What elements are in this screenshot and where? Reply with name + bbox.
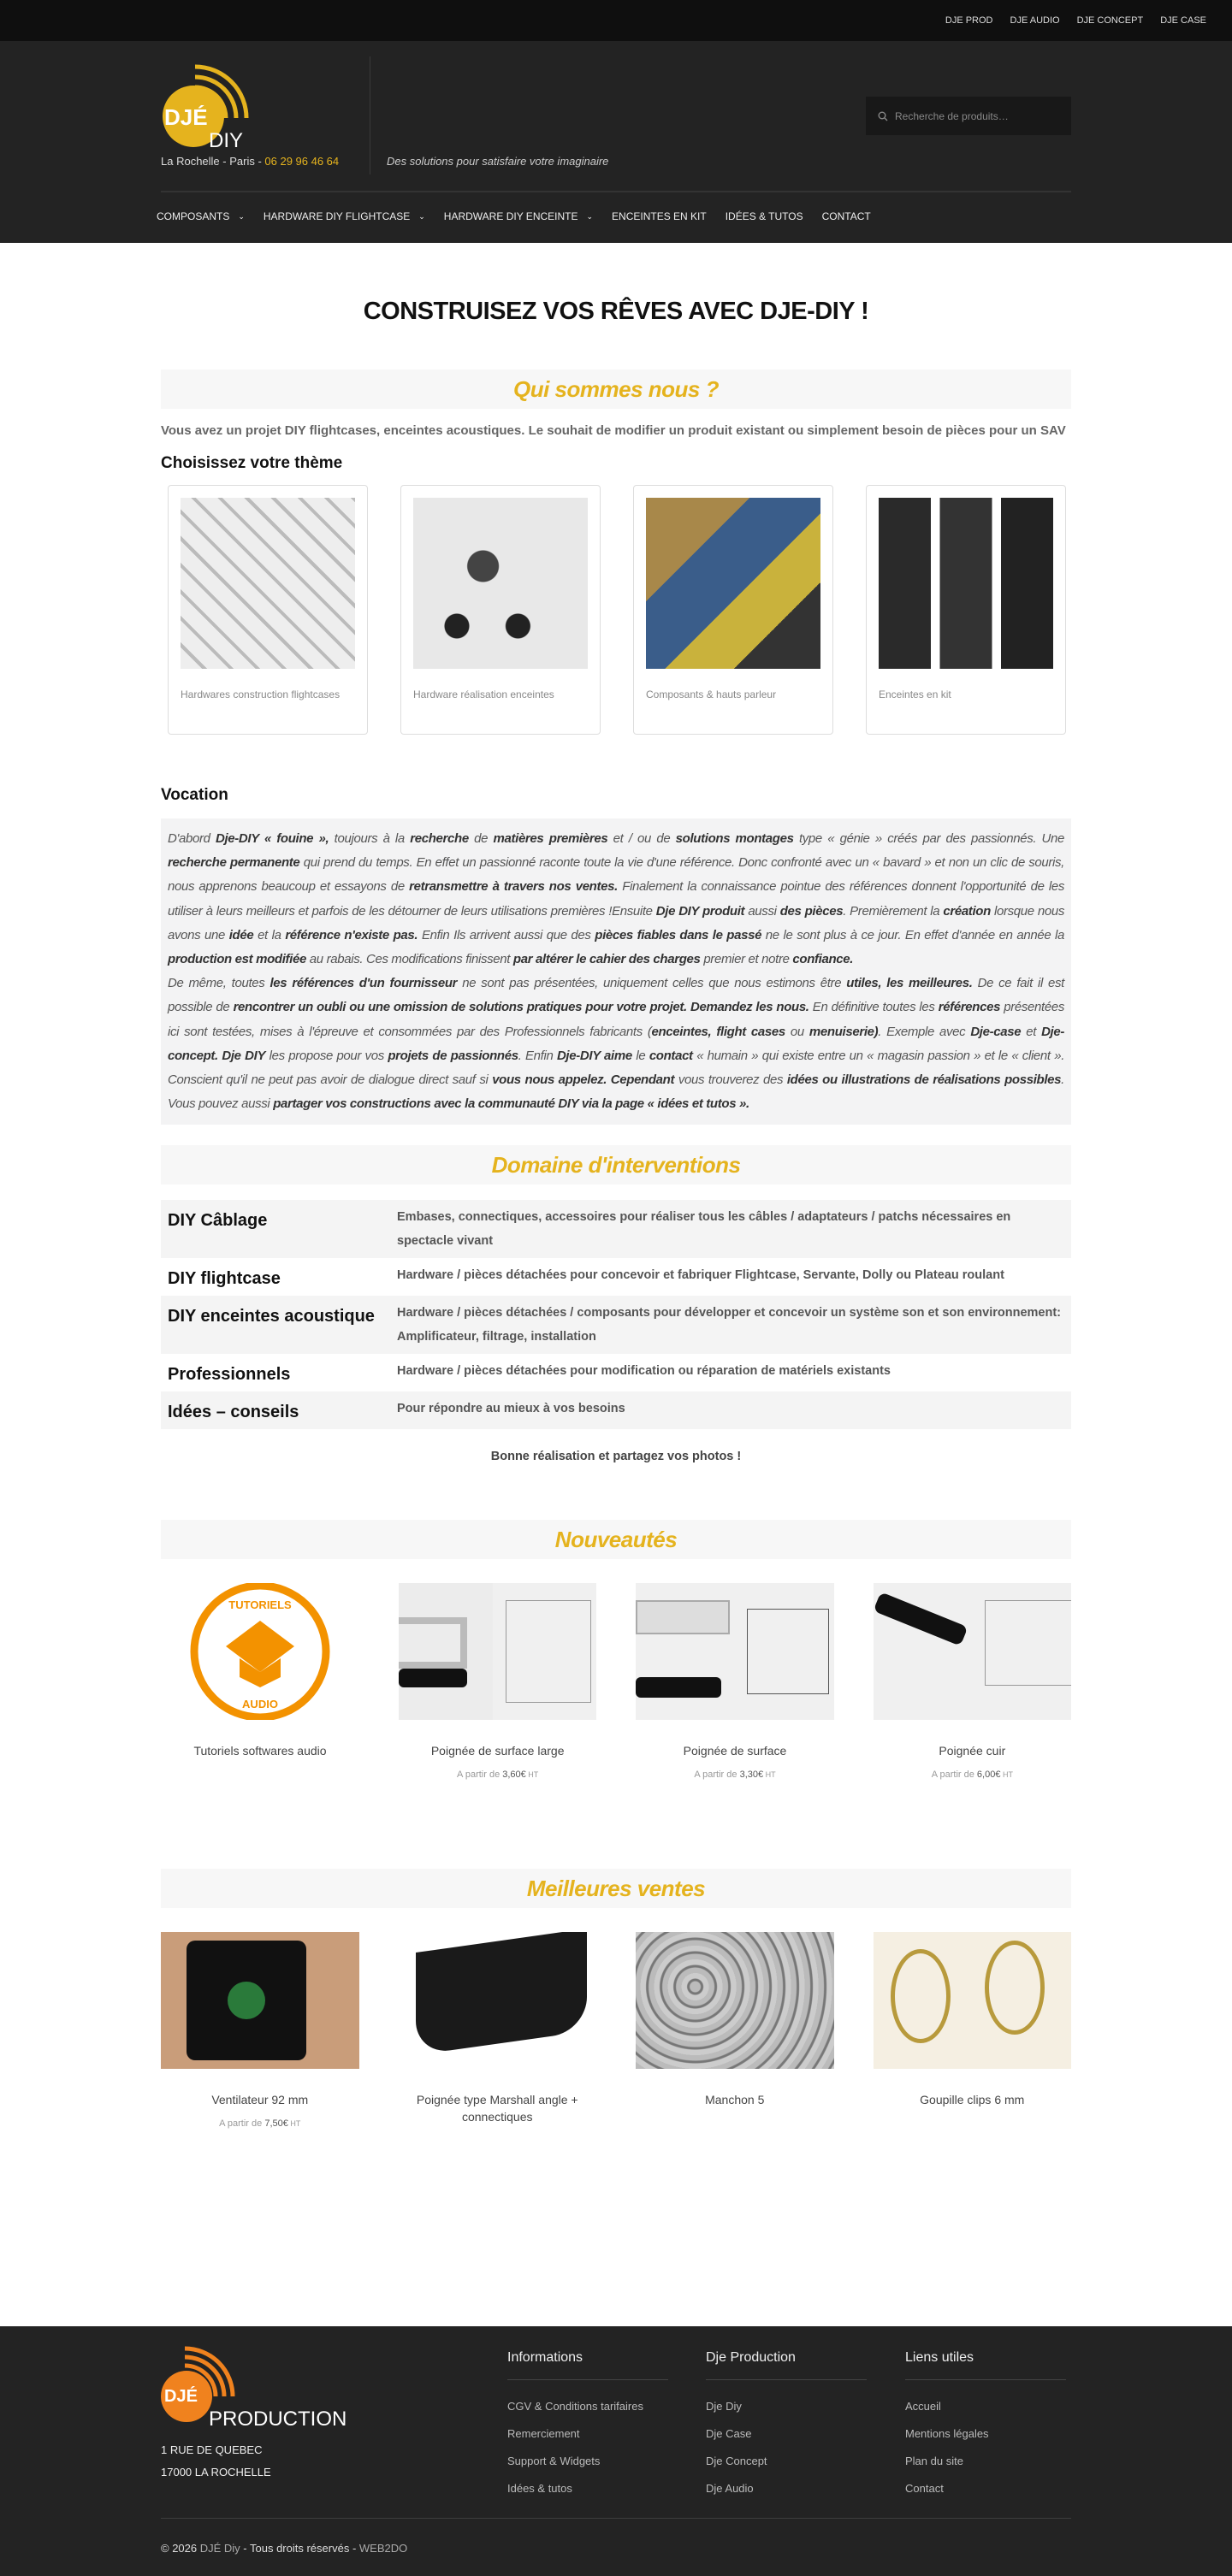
chevron-down-icon: ⌄: [238, 211, 245, 221]
text: et: [1021, 1024, 1042, 1039]
main-nav: [157, 210, 871, 222]
domain-name: Idées – conseils: [168, 1403, 299, 1422]
about-heading: Qui sommes nous ?: [161, 369, 1071, 409]
emphasis: utiles, les meilleures.: [846, 976, 973, 991]
domain-heading: Domaine d'interventions: [161, 1145, 1071, 1185]
footer-link[interactable]: Idées & tutos: [507, 2482, 572, 2495]
footer-link[interactable]: Accueil: [905, 2400, 941, 2413]
vocation-heading: Vocation: [161, 786, 228, 804]
theme-card[interactable]: [400, 485, 601, 735]
emphasis: production est modifiée: [168, 952, 306, 967]
product-card[interactable]: [161, 1932, 359, 2129]
footer-link[interactable]: CGV & Conditions tarifaires: [507, 2400, 643, 2413]
price-prefix: A partir de: [694, 1770, 740, 1781]
product-card[interactable]: [161, 1583, 359, 1780]
product-name[interactable]: Poignée type Marshall angle + connectiques: [416, 2093, 578, 2124]
nav-hardware-enceinte[interactable]: [444, 210, 593, 222]
domain-desc: Hardware / pièces détachées pour modification ou réparation de matériels existants: [397, 1364, 891, 1379]
theme-image: [413, 498, 588, 669]
emphasis: recherche permanente: [168, 855, 300, 871]
domain-row: [161, 1296, 1071, 1354]
footer-address: [161, 2439, 271, 2484]
tutorial-badge-icon: [161, 1583, 359, 1720]
text: ne le sont plus à ce jour. En effet d'année en année la: [761, 927, 1065, 942]
emphasis: par altérer le cahier des charges: [512, 952, 701, 967]
product-image[interactable]: [874, 1583, 1071, 1720]
top-link-dje-prod[interactable]: DJE PROD: [945, 15, 993, 26]
product-price: [636, 1770, 833, 1780]
product-card[interactable]: [874, 1932, 1072, 2129]
product-card[interactable]: [399, 1932, 597, 2129]
text: et la: [253, 927, 286, 942]
text: aussi: [744, 903, 780, 919]
text: En définitive toutes les: [808, 1000, 939, 1015]
emphasis: Dje-case: [970, 1024, 1022, 1039]
text: le: [631, 1048, 649, 1063]
emphasis: Dje-concept. Dje DIY: [168, 1024, 1065, 1063]
theme-image: [646, 498, 820, 669]
new-products: [161, 1583, 1071, 1780]
footer-link[interactable]: Contact: [905, 2482, 944, 2495]
product-card[interactable]: [636, 1583, 833, 1780]
footer-column-title: Liens utiles: [905, 2350, 1066, 2380]
text: « humain » qui existe entre un « magasin passion » et le « client ». Conscient qu'il ne peut pas avoir de dialogue direct sauf si: [168, 1048, 1065, 1088]
text: premier et notre: [700, 952, 793, 967]
svg-text:PRODUCTION: PRODUCTION: [209, 2408, 347, 2429]
theme-caption: Hardwares construction flightcases: [181, 688, 341, 700]
product-name[interactable]: Goupille clips 6 mm: [920, 2093, 1025, 2107]
emphasis: références: [938, 1000, 1001, 1015]
emphasis: recherche: [410, 831, 469, 846]
emphasis: contact: [649, 1048, 693, 1063]
top-link-dje-case[interactable]: DJE CASE: [1160, 15, 1206, 26]
emphasis: Dje-DIY aime: [556, 1048, 632, 1063]
nav-enceintes-kit[interactable]: ENCEINTES EN KIT: [612, 210, 707, 222]
address-line: 1 RUE DE QUEBEC: [161, 2443, 263, 2456]
theme-card[interactable]: [866, 485, 1066, 735]
text: Enfin Ils arrivent aussi que des: [418, 927, 595, 942]
closing-text: Bonne réalisation et partagez vos photos !: [490, 1450, 742, 1464]
product-image[interactable]: [636, 1932, 834, 2069]
emphasis: référence n'existe pas.: [285, 927, 418, 942]
text: lorsque nous avons une: [168, 903, 1065, 942]
page-title: CONSTRUISEZ VOS RÊVES AVEC DJE-DIY !: [363, 298, 869, 325]
domain-name: DIY enceintes acoustique: [168, 1307, 375, 1326]
svg-text:DJÉ: DJÉ: [164, 104, 208, 130]
emphasis: projets de passionnés: [388, 1048, 518, 1063]
best-heading: Meilleures ventes: [161, 1869, 1071, 1908]
theme-cards: [161, 485, 1071, 735]
product-price: [874, 1770, 1071, 1780]
price-unit: HT: [763, 1770, 776, 1780]
text: . Premièrement la: [843, 903, 944, 919]
emphasis: Dje DIY produit: [655, 903, 745, 919]
text: Finalement la connaissance pointue des références donnent l'opportunité de les utiliser à leurs meilleurs et parfois de les détourner de leurs utilisations premières !Ensuite: [168, 879, 1065, 919]
text: De ce fait il est possible de: [168, 976, 1064, 1015]
text: et / ou de: [607, 831, 676, 846]
text: de: [468, 831, 494, 846]
vocation-text: [161, 818, 1071, 1125]
product-name[interactable]: Poignée de surface: [683, 1744, 787, 1758]
price-unit: HT: [1000, 1770, 1013, 1780]
price-value: 7,50€: [264, 2118, 288, 2130]
theme-caption: Hardware réalisation enceintes: [413, 688, 554, 700]
price-value: 6,00€: [976, 1770, 1001, 1781]
domain-row: [161, 1258, 1071, 1296]
theme-image: [879, 498, 1053, 669]
emphasis: confiance.: [792, 952, 854, 967]
main-content: [161, 298, 1071, 2129]
text: type « génie » créés par des passionnés. Une: [793, 831, 1064, 846]
text: les propose pour vos: [265, 1048, 388, 1063]
domain-desc: Pour répondre au mieux à vos besoins: [397, 1402, 625, 1416]
text: présentées ici sont testées, mises à l'épreuve et consommées par des Professionnels fabricants (: [168, 1000, 1064, 1039]
domain-name: DIY flightcase: [168, 1269, 281, 1289]
badge-bottom-text: AUDIO: [242, 1698, 278, 1711]
emphasis: Dje-DIY « fouine »,: [215, 831, 329, 846]
credit-link[interactable]: WEB2DO: [358, 2542, 408, 2555]
top-link-dje-concept[interactable]: DJE CONCEPT: [1076, 15, 1144, 26]
text: ou: [785, 1024, 809, 1039]
rights-text: - Tous droits réservés -: [240, 2542, 359, 2555]
nav-contact[interactable]: CONTACT: [821, 210, 871, 222]
price-value: 3,30€: [739, 1770, 764, 1781]
about-text: Vous avez un projet DIY flightcases, enceintes acoustiques. Le souhait de modifier un produit existant ou simplement besoin de pièces pour un SAV: [161, 423, 1066, 438]
footer-column-title: Dje Production: [706, 2350, 867, 2380]
domain-desc: Hardware / pièces détachées / composants pour développer et concevoir un système son et son environnement: Amplificateur, filtrage, installation: [397, 1306, 1061, 1344]
domain-row: [161, 1391, 1071, 1429]
chevron-down-icon: ⌄: [418, 211, 425, 221]
theme-caption: Composants & hauts parleur: [646, 688, 777, 700]
search-input[interactable]: [895, 110, 1057, 122]
footer-link[interactable]: Remerciement: [507, 2427, 580, 2440]
text: vous trouverez des: [674, 1072, 787, 1088]
footer-link[interactable]: Plan du site: [905, 2455, 963, 2467]
emphasis: pièces fiables dans le passé: [595, 927, 762, 942]
emphasis: retransmettre à travers nos ventes.: [409, 879, 618, 895]
product-name[interactable]: Manchon 5: [705, 2093, 765, 2107]
emphasis: création: [943, 903, 991, 919]
emphasis: vous nous appelez. Cependant: [492, 1072, 675, 1088]
product-search[interactable]: [866, 97, 1071, 135]
footer-link[interactable]: Dje Case: [706, 2427, 752, 2440]
footer-column: [507, 2350, 668, 2496]
text: . Enfin: [518, 1048, 557, 1063]
product-card[interactable]: [874, 1583, 1071, 1780]
product-card[interactable]: [636, 1932, 834, 2129]
footer-logo[interactable]: [161, 2343, 358, 2429]
text: De même, toutes: [168, 976, 270, 991]
domain-row: [161, 1200, 1071, 1258]
domain-row: [161, 1354, 1071, 1391]
header-rule: [161, 191, 1071, 192]
footer-column: [706, 2350, 867, 2496]
nav-label: COMPOSANTS: [157, 210, 230, 222]
top-bar: [0, 0, 1232, 41]
chevron-down-icon: ⌄: [586, 211, 594, 221]
location: [161, 155, 339, 168]
text: qui prend du temps. En effet un passionné raconte toute la vie d'une référence. Donc confronté avec un « bavard » et non un clic de souris, nous apprenons beaucoup et essayons de: [168, 855, 1065, 895]
nav-label: HARDWARE DIY FLIGHTCASE: [263, 210, 411, 222]
footer-link[interactable]: Mentions légales: [905, 2427, 989, 2440]
price-prefix: A partir de: [219, 2118, 265, 2130]
price-prefix: A partir de: [931, 1770, 977, 1781]
nav-label: HARDWARE DIY ENCEINTE: [443, 210, 578, 222]
price-prefix: A partir de: [457, 1770, 503, 1781]
theme-card[interactable]: [633, 485, 833, 735]
location-text: La Rochelle - Paris -: [161, 155, 265, 168]
footer-link[interactable]: Dje Concept: [706, 2455, 767, 2467]
footer-divider: [161, 2518, 1071, 2519]
domain-name: Professionnels: [168, 1365, 291, 1385]
brand-link[interactable]: DJÉ Diy: [199, 2542, 240, 2555]
footer-link[interactable]: Support & Widgets: [507, 2455, 601, 2467]
nav-idees-tutos[interactable]: IDÉES & TUTOS: [725, 210, 803, 222]
badge-top-text: TUTORIELS: [228, 1598, 292, 1612]
site-footer: [0, 2326, 1232, 2576]
theme-heading: Choisissez votre thème: [161, 454, 343, 472]
product-image[interactable]: [874, 1932, 1072, 2069]
emphasis: partager vos constructions avec la communauté DIY via la page « idées et tutos ».: [273, 1096, 749, 1112]
svg-text:DIY: DIY: [209, 129, 244, 151]
text: toujours à la: [329, 831, 411, 846]
site-logo[interactable]: [161, 56, 255, 151]
vocation-paragraph: [168, 972, 1064, 1116]
site-header: [0, 41, 1232, 243]
price-unit: HT: [525, 1770, 539, 1780]
copyright-year: © 2026: [161, 2542, 200, 2555]
emphasis: idées ou illustrations de réalisations possibles: [786, 1072, 1062, 1088]
theme-caption: Enceintes en kit: [879, 688, 951, 700]
address-line: 17000 LA ROCHELLE: [161, 2466, 271, 2479]
price-unit: HT: [287, 2119, 301, 2129]
product-image[interactable]: [399, 1932, 597, 2069]
product-price: [161, 2118, 359, 2129]
tagline: Des solutions pour satisfaire votre imaginaire: [387, 155, 609, 168]
price-value: 3,60€: [502, 1770, 526, 1781]
footer-link[interactable]: Dje Audio: [706, 2482, 754, 2495]
best-products: [161, 1932, 1071, 2129]
nav-hardware-flightcase[interactable]: [264, 210, 425, 222]
emphasis: idée: [228, 927, 254, 942]
product-price: [399, 1770, 596, 1780]
product-card[interactable]: [399, 1583, 596, 1780]
emphasis: les références d'un fournisseur: [270, 976, 458, 991]
emphasis: des pièces: [779, 903, 844, 919]
new-heading: Nouveautés: [161, 1520, 1071, 1559]
vocation-paragraph: [168, 827, 1064, 972]
nav-composants[interactable]: [157, 210, 245, 222]
product-name[interactable]: Tutoriels softwares audio: [193, 1744, 327, 1758]
domain-desc: Embases, connectiques, accessoires pour réaliser tous les câbles / adaptateurs / patchs nécessaires en spectacle vivant: [397, 1210, 1011, 1249]
domain-desc: Hardware / pièces détachées pour concevoir et fabriquer Flightcase, Servante, Dolly ou Plateau roulant: [397, 1268, 1004, 1283]
text: . Vous pouvez aussi: [168, 1072, 1064, 1112]
text: . Exemple avec: [878, 1024, 971, 1039]
search-icon: [878, 111, 888, 121]
emphasis: enceintes, flight cases: [651, 1024, 785, 1039]
text: au rabais. Ces modifications finissent: [305, 952, 513, 967]
phone-link[interactable]: 06 29 96 46 64: [264, 155, 340, 168]
footer-column-title: Informations: [507, 2350, 668, 2380]
product-name[interactable]: Ventilateur 92 mm: [211, 2093, 309, 2107]
text: D'abord: [168, 831, 216, 846]
product-name[interactable]: Poignée de surface large: [430, 1744, 565, 1758]
theme-image: [181, 498, 355, 669]
footer-link[interactable]: Dje Diy: [706, 2400, 742, 2413]
text: ne sont pas présentées, uniquement celles que nous estimons être: [457, 976, 847, 991]
footer-column: [905, 2350, 1066, 2496]
domain-table: [161, 1200, 1071, 1429]
emphasis: rencontrer un oubli ou une omission de solutions pratiques pour votre projet. Demandez les nous.: [233, 1000, 809, 1015]
product-image[interactable]: [636, 1583, 833, 1720]
product-name[interactable]: Poignée cuir: [939, 1744, 1006, 1758]
theme-card[interactable]: [168, 485, 368, 735]
domain-name: DIY Câblage: [168, 1211, 268, 1231]
emphasis: menuiserie): [808, 1024, 879, 1039]
emphasis: matières premières: [493, 831, 608, 846]
top-link-dje-audio[interactable]: DJE AUDIO: [1010, 15, 1060, 26]
emphasis: solutions montages: [675, 831, 794, 846]
product-image[interactable]: [161, 1932, 359, 2069]
copyright: [161, 2542, 407, 2555]
product-image[interactable]: [161, 1583, 359, 1720]
svg-text:DJÉ: DJÉ: [164, 2387, 198, 2406]
product-image[interactable]: [399, 1583, 596, 1720]
